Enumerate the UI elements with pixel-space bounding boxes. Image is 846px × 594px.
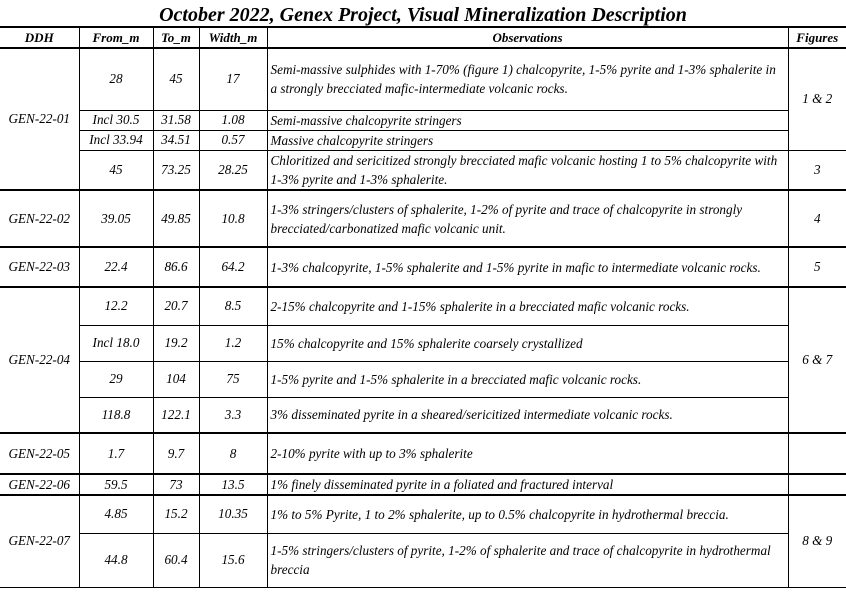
figures-cell — [788, 474, 846, 495]
figures-cell: 3 — [788, 150, 846, 190]
width-cell: 8.5 — [199, 287, 267, 325]
table-row — [0, 130, 846, 150]
from-cell: 4.85 — [79, 495, 153, 533]
header-figures: Figures — [788, 28, 846, 48]
width-cell: 13.5 — [199, 474, 267, 495]
observation-cell: 1-3% chalcopyrite, 1-5% sphalerite and 1-5% pyrite in mafic to intermediate volcanic rocks. — [267, 247, 788, 287]
width-cell: 17 — [199, 48, 267, 110]
to-cell: 73 — [153, 474, 199, 495]
ddh-cell: GEN-22-06 — [0, 474, 79, 495]
from-cell: 12.2 — [79, 287, 153, 325]
width-cell: 15.6 — [199, 533, 267, 587]
ddh-cell: GEN-22-03 — [0, 247, 79, 287]
width-cell: 64.2 — [199, 247, 267, 287]
observation-cell: 3% disseminated pyrite in a sheared/sericitized intermediate volcanic rocks. — [267, 397, 788, 433]
figures-cell — [788, 433, 846, 474]
to-cell: 60.4 — [153, 533, 199, 587]
mineralization-table — [0, 28, 846, 588]
from-cell: 118.8 — [79, 397, 153, 433]
to-cell: 19.2 — [153, 325, 199, 361]
observation-cell: 1-5% stringers/clusters of pyrite, 1-2% of sphalerite and trace of chalcopyrite in hydrothermal breccia — [267, 533, 788, 587]
header-observations: Observations — [267, 28, 788, 48]
table-row — [0, 287, 846, 325]
to-cell: 15.2 — [153, 495, 199, 533]
from-cell: 45 — [79, 150, 153, 190]
width-cell: 8 — [199, 433, 267, 474]
from-cell: 28 — [79, 48, 153, 110]
header-from: From_m — [79, 28, 153, 48]
width-cell: 3.3 — [199, 397, 267, 433]
to-cell: 49.85 — [153, 190, 199, 247]
header-ddh: DDH — [0, 28, 79, 48]
table-row — [0, 247, 846, 287]
to-cell: 9.7 — [153, 433, 199, 474]
width-cell: 28.25 — [199, 150, 267, 190]
width-cell: 10.35 — [199, 495, 267, 533]
width-cell: 75 — [199, 361, 267, 397]
observation-cell: 1% to 5% Pyrite, 1 to 2% sphalerite, up to 0.5% chalcopyrite in hydrothermal breccia. — [267, 495, 788, 533]
observation-cell: Chloritized and sericitized strongly brecciated mafic volcanic hosting 1 to 5% chalcopyrite with 1-3% pyrite and 1-3% sphalerite. — [267, 150, 788, 190]
width-cell: 10.8 — [199, 190, 267, 247]
page-title: October 2022, Genex Project, Visual Mineralization Description — [0, 0, 846, 28]
figures-cell: 1 & 2 — [788, 48, 846, 150]
to-cell: 34.51 — [153, 130, 199, 150]
observation-cell: 2-10% pyrite with up to 3% sphalerite — [267, 433, 788, 474]
table-row — [0, 474, 846, 495]
to-cell: 20.7 — [153, 287, 199, 325]
from-cell: 44.8 — [79, 533, 153, 587]
observation-cell: 1% finely disseminated pyrite in a foliated and fractured interval — [267, 474, 788, 495]
figures-cell: 6 & 7 — [788, 287, 846, 433]
from-cell: Incl 33.94 — [79, 130, 153, 150]
header-width: Width_m — [199, 28, 267, 48]
to-cell: 45 — [153, 48, 199, 110]
figures-cell: 8 & 9 — [788, 495, 846, 587]
ddh-cell: GEN-22-01 — [0, 48, 79, 190]
header-row — [0, 28, 846, 48]
table-row — [0, 361, 846, 397]
ddh-cell: GEN-22-02 — [0, 190, 79, 247]
from-cell: Incl 30.5 — [79, 110, 153, 130]
width-cell: 1.2 — [199, 325, 267, 361]
observation-cell: Massive chalcopyrite stringers — [267, 130, 788, 150]
from-cell: 39.05 — [79, 190, 153, 247]
observation-cell: 2-15% chalcopyrite and 1-15% sphalerite in a brecciated mafic volcanic rocks. — [267, 287, 788, 325]
from-cell: 59.5 — [79, 474, 153, 495]
observation-cell: 1-5% pyrite and 1-5% sphalerite in a brecciated mafic volcanic rocks. — [267, 361, 788, 397]
table-row — [0, 433, 846, 474]
figures-cell: 4 — [788, 190, 846, 247]
from-cell: 22.4 — [79, 247, 153, 287]
to-cell: 73.25 — [153, 150, 199, 190]
table-row — [0, 190, 846, 247]
observation-cell: Semi-massive chalcopyrite stringers — [267, 110, 788, 130]
observation-cell: 15% chalcopyrite and 15% sphalerite coarsely crystallized — [267, 325, 788, 361]
figures-cell: 5 — [788, 247, 846, 287]
ddh-cell: GEN-22-07 — [0, 495, 79, 587]
from-cell: Incl 18.0 — [79, 325, 153, 361]
table-row — [0, 110, 846, 130]
header-to: To_m — [153, 28, 199, 48]
to-cell: 31.58 — [153, 110, 199, 130]
from-cell: 1.7 — [79, 433, 153, 474]
to-cell: 104 — [153, 361, 199, 397]
table-row — [0, 495, 846, 533]
to-cell: 122.1 — [153, 397, 199, 433]
width-cell: 0.57 — [199, 130, 267, 150]
table-row — [0, 325, 846, 361]
table-row — [0, 150, 846, 190]
ddh-cell: GEN-22-05 — [0, 433, 79, 474]
ddh-cell: GEN-22-04 — [0, 287, 79, 433]
width-cell: 1.08 — [199, 110, 267, 130]
to-cell: 86.6 — [153, 247, 199, 287]
observation-cell: 1-3% stringers/clusters of sphalerite, 1-2% of pyrite and trace of chalcopyrite in strongly brecciated/carbonatized mafic volcanic unit. — [267, 190, 788, 247]
table-row — [0, 48, 846, 110]
table-row — [0, 397, 846, 433]
table-row — [0, 533, 846, 587]
observation-cell: Semi-massive sulphides with 1-70% (figure 1) chalcopyrite, 1-5% pyrite and 1-3% sphalerite in a strongly brecciated mafic-intermediate volcanic rocks. — [267, 48, 788, 110]
from-cell: 29 — [79, 361, 153, 397]
